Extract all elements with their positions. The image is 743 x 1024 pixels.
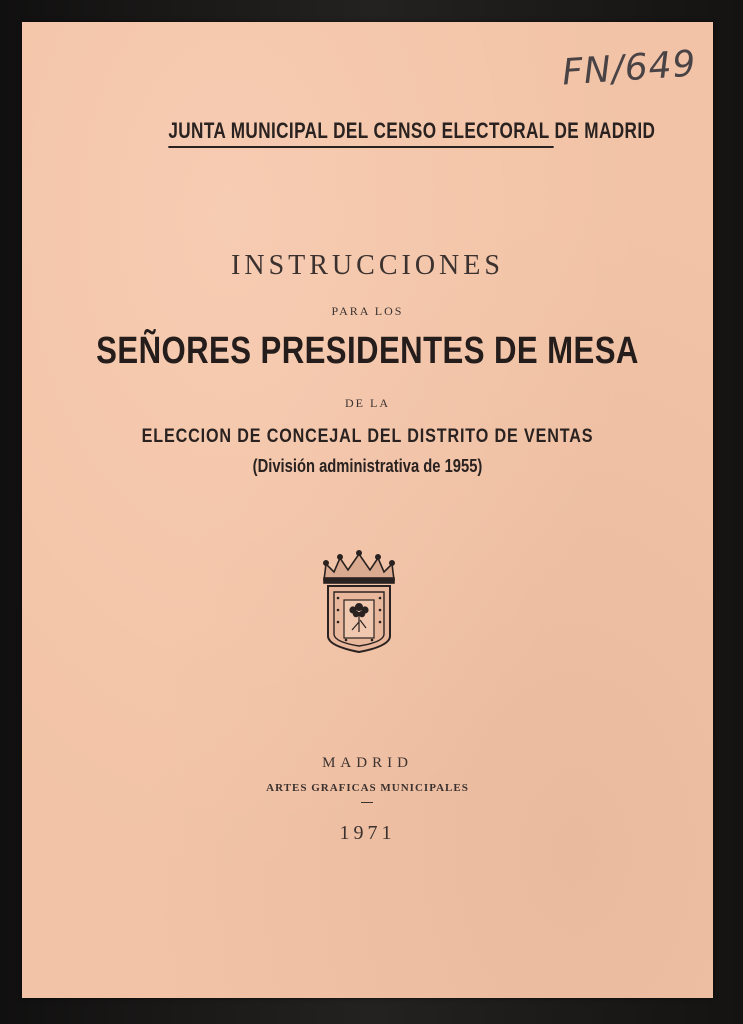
imprint-year: 1971 bbox=[339, 822, 396, 844]
imprint-printer: ARTES GRAFICAS MUNICIPALES bbox=[266, 782, 469, 794]
issuer-header: JUNTA MUNICIPAL DEL CENSO ELECTORAL DE MADRID bbox=[168, 118, 553, 148]
title-de-la: DE LA bbox=[345, 396, 390, 410]
handwritten-catalog-note: FN/649 bbox=[560, 43, 698, 94]
title-para-los: PARA LOS bbox=[331, 304, 404, 318]
main-title: SEÑORES PRESIDENTES DE MESA bbox=[96, 330, 639, 372]
election-subtitle: ELECCION DE CONCEJAL DEL DISTRITO DE VENTAS bbox=[141, 426, 594, 447]
booklet-cover bbox=[22, 22, 713, 998]
imprint-city: MADRID bbox=[322, 755, 413, 771]
division-note: (División administrativa de 1955) bbox=[252, 456, 483, 476]
madrid-coat-of-arms-icon bbox=[316, 550, 402, 654]
title-instrucciones: INSTRUCCIONES bbox=[231, 250, 504, 281]
imprint-divider bbox=[361, 802, 373, 803]
